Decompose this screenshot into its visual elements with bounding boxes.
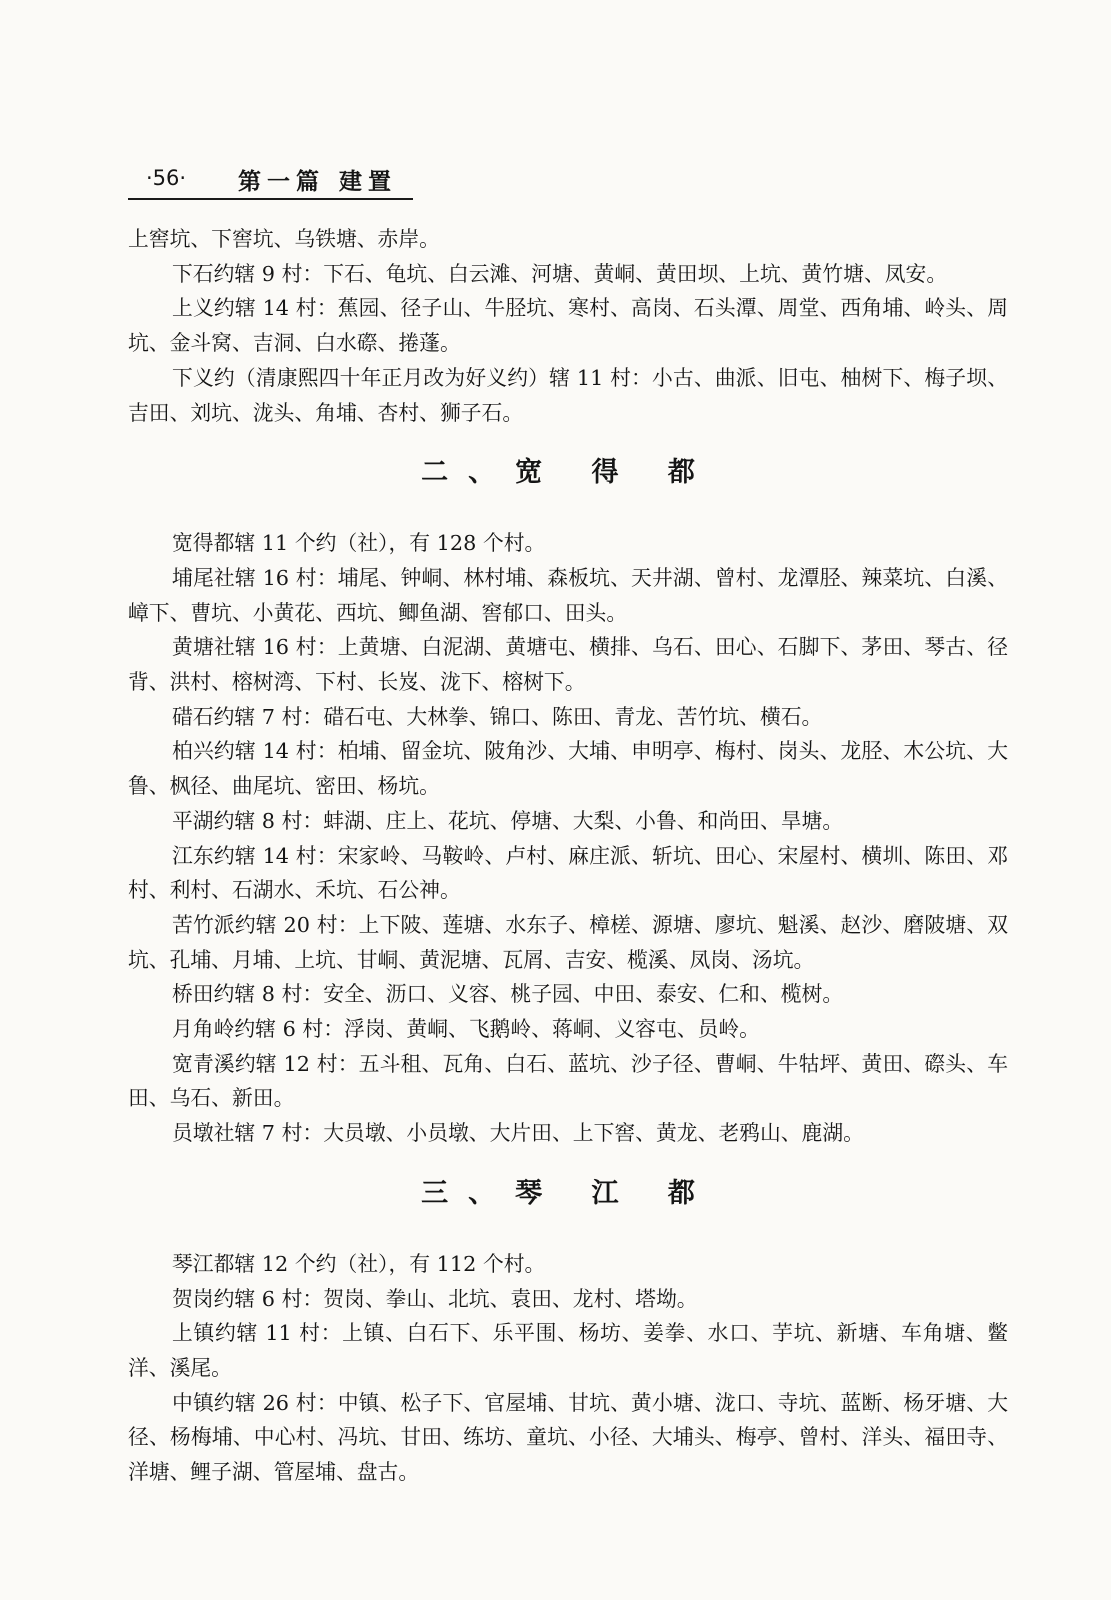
paragraph: 上义约辖 14 村：蕉园、径子山、牛胫坑、寒村、高岗、石头潭、周堂、西角埔、岭头、周坑、金斗窝、吉洞、白水磜、捲蓬。 (128, 296, 1008, 356)
paragraph: 上镇约辖 11 村：上镇、白石下、乐平围、杨坊、姜拳、水口、芋坑、新塘、车角塘、鳖洋、溪尾。 (128, 1321, 1008, 1380)
paragraph: 江东约辖 14 村：宋家岭、马鞍岭、卢村、麻庄派、斩坑、田心、宋屋村、横圳、陈田、邓村、利村、石湖水、禾坑、石公神。 (128, 843, 1008, 903)
paragraph: 平湖约辖 8 村：蚌湖、庄上、花坑、停塘、大梨、小鲁、和尚田、旱塘。 (172, 808, 844, 833)
paragraph: 琴江都辖 12 个约（社），有 112 个村。 (172, 1251, 546, 1276)
paragraph: 碏石约辖 7 村：碏石屯、大林拳、锦口、陈田、青龙、苦竹坑、横石。 (172, 704, 823, 729)
paragraph: 月角岭约辖 6 村：浮岗、黄峒、飞鹅岭、蒋峒、义容屯、员岭。 (172, 1017, 760, 1042)
paragraph: 中镇约辖 26 村：中镇、松子下、官屋埔、甘坑、黄小塘、泷口、寺坑、蓝断、杨牙塘、大径、杨梅埔、中心村、冯坑、甘田、练坊、童坑、小径、大埔头、梅亭、曾村、洋头、福田寺、洋塘、鲤子湖、管屋埔、盘古。 (128, 1390, 1008, 1485)
page-number: ·56· (146, 166, 187, 190)
section-heading-kuande: 二、宽 得 都 (421, 457, 715, 489)
paragraph: 员墩社辖 7 村：大员墩、小员墩、大片田、上下窖、黄龙、老鸦山、鹿湖。 (172, 1121, 864, 1146)
section-heading-qinjiang: 三、琴 江 都 (421, 1177, 715, 1209)
paragraph: 下义约（清康熙四十年正月改为好义约）辖 11 村：小古、曲派、旧屯、柚树下、梅子坝、吉田、刘坑、泷头、角埔、杏村、狮子石。 (128, 365, 1008, 425)
part-title: 第一篇 建置 (238, 169, 398, 195)
paragraph: 上窖坑、下窖坑、乌铁塘、赤岸。 (128, 227, 440, 251)
paragraph: 宽青溪约辖 12 村：五斗租、瓦角、白石、蓝坑、沙子径、曹峒、牛牯坪、黄田、磜头、车田、乌石、新田。 (128, 1051, 1008, 1111)
paragraph: 宽得都辖 11 个约（社），有 128 个村。 (172, 531, 546, 556)
paragraph: 贺岗约辖 6 村：贺岗、拳山、北坑、袁田、龙村、塔坳。 (172, 1286, 698, 1311)
page-header (128, 162, 413, 200)
paragraph: 下石约辖 9 村：下石、龟坑、白云滩、河塘、黄峒、黄田坝、上坑、黄竹塘、凤安。 (172, 261, 948, 286)
paragraph: 苦竹派约辖 20 村：上下陂、莲塘、水东子、樟槎、源塘、廖坑、魁溪、赵沙、磨陂塘、双坑、孔埔、月埔、上坑、甘峒、黄泥塘、瓦屑、吉安、榄溪、凤岗、汤坑。 (128, 912, 1008, 972)
body-text (128, 222, 1008, 1490)
paragraph: 桥田约辖 8 村：安全、沥口、义容、桃子园、中田、泰安、仁和、榄树。 (172, 982, 844, 1007)
paragraph: 黄塘社辖 16 村：上黄塘、白泥湖、黄塘屯、横排、乌石、田心、石脚下、茅田、琴古、径背、洪村、榕树湾、下村、长岌、泷下、榕树下。 (128, 635, 1008, 695)
paragraph: 柏兴约辖 14 村：柏埔、留金坑、陂角沙、大埔、申明亭、梅村、岗头、龙胫、木公坑、大鲁、枫径、曲尾坑、密田、杨坑。 (128, 739, 1008, 799)
paragraph: 埔尾社辖 16 村：埔尾、钟峒、林村埔、森板坑、天井湖、曾村、龙潭胫、辣菜坑、白溪、嶂下、曹坑、小黄花、西坑、鲫鱼湖、窖郁口、田头。 (128, 565, 1008, 625)
